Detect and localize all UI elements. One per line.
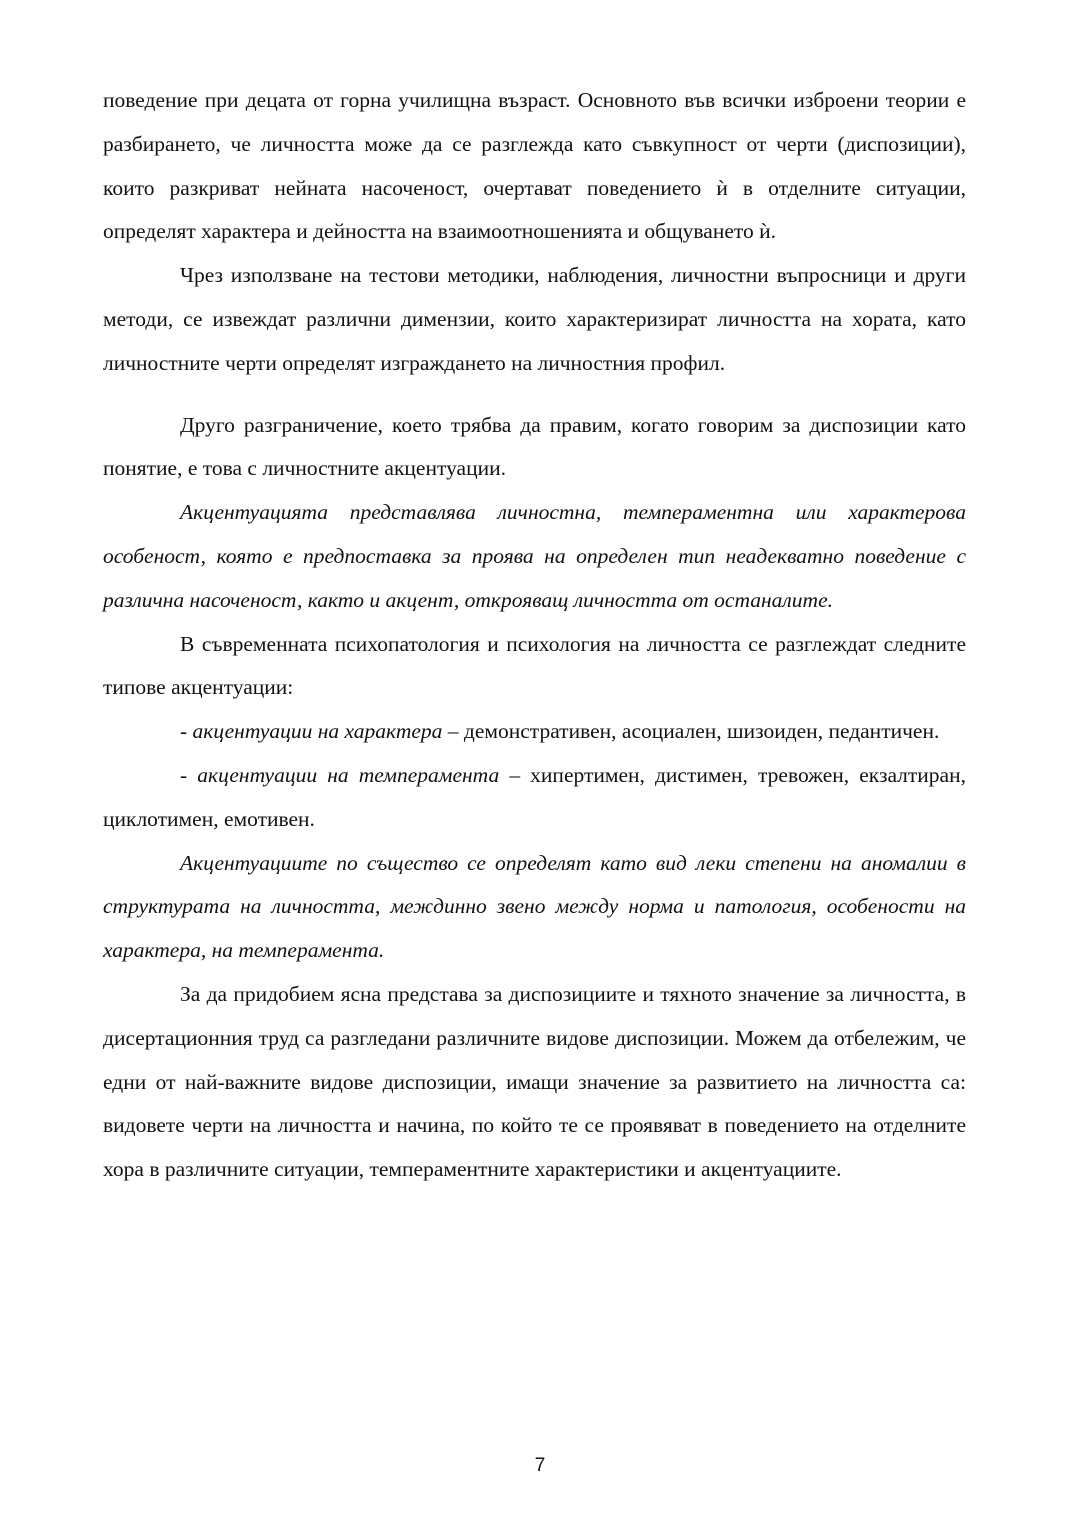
list-item-term: акцентуации на темперамента — [197, 762, 500, 787]
paragraph-methods: Чрез използване на тестови методики, наблюдения, личностни въпросници и други методи, се извеждат различни димензии, които характеризират личността на хората, като личностните черти определят изграждането на личностния профил. — [103, 263, 966, 375]
paragraph-accentuation-definition: Акцентуацията представлява личностна, темпераментна или характерова особеност, която е предпоставка за проява на определен тип неадекватно поведение с различна насоченост, както и акцент, открояващ личността от останалите. — [103, 500, 966, 612]
list-item-description: – демонстративен, асоциален, шизоиден, педантичен. — [442, 719, 940, 744]
paragraph-accentuation-anomalies: Акцентуациите по същество се определят като вид леки степени на аномалии в структурата на личността, междинно звено между норма и патология, особености на характера, на темперамента. — [103, 850, 966, 963]
list-item-description: – хипертимен, дистимен, тревожен, екзалтиран, циклотимен, емотивен. — [103, 762, 966, 831]
list-item-term: акцентуации на характера — [192, 719, 443, 744]
list-item-character-accentuations — [103, 710, 966, 754]
list-item-dash: - — [180, 719, 193, 744]
list-item-temperament-accentuations — [103, 754, 966, 842]
paragraph-distinction: Друго разграничение, което трябва да правим, когато говорим за диспозиции като понятие, е това с личностните акцентуации. — [103, 412, 966, 481]
document-body — [103, 79, 966, 1192]
paragraph-accentuation-types-intro: В съвременната психопатология и психология на личността се разглеждат следните типове акцентуации: — [103, 631, 966, 700]
paragraph-continuation: поведение при децата от горна училищна възраст. Основното във всички изброени теории е разбирането, че личността може да се разглежда като съвкупност от черти (диспозиции), които разкриват нейната насоченост, очертават поведението ѝ в отделните ситуации, определят характера и дейността на взаимоотношенията и общуването ѝ. — [103, 88, 966, 244]
page-number: 7 — [534, 1455, 546, 1476]
paragraph-conclusion: За да придобием ясна представа за диспозициите и тяхното значение за личността, в дисертационния труд са разгледани различните видове диспозиции. Можем да отбележим, че едни от най-важните видове диспозиции, имащи значение за развитието на личността са: видовете черти на личността и начина, по който те се проявяват в поведението на отделните хора в различните ситуации, темпераментните характеристики и акцентуациите. — [103, 981, 966, 1182]
list-item-dash: - — [180, 762, 198, 787]
